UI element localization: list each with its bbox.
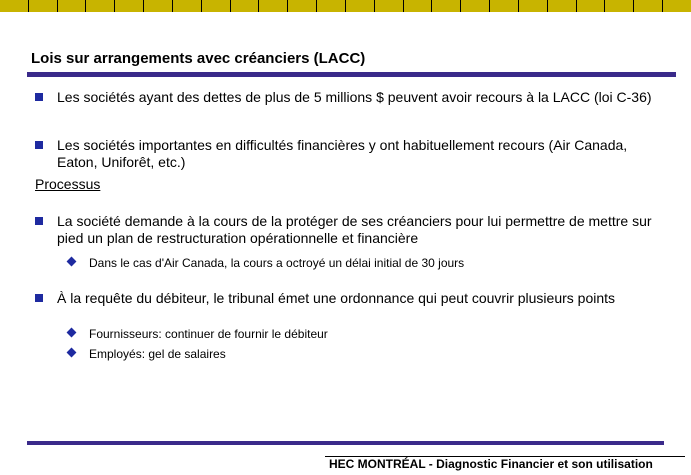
band-cell [461,0,490,12]
band-cell [663,0,691,12]
sub-bullet-text: Dans le cas d'Air Canada, la cours a octroyé un délai initial de 30 jours [89,256,465,270]
bullet-text: Les sociétés ayant des dettes de plus de 5 millions $ peuvent avoir recours à la LACC (loi C-36) [57,89,652,105]
band-cell [0,0,29,12]
band-cell [58,0,87,12]
band-cell [548,0,577,12]
diamond-bullet-icon [67,348,77,358]
band-cell [202,0,231,12]
band-cell [634,0,663,12]
band-cell [144,0,173,12]
band-cell [490,0,519,12]
diamond-bullet-icon [67,257,77,267]
band-cell [288,0,317,12]
sub-bullet-text: Employés: gel de salaires [89,347,226,361]
band-cell [432,0,461,12]
band-cell [115,0,144,12]
sub-bullet-item [68,255,668,271]
square-bullet-icon [35,93,43,101]
sub-bullet-text: Fournisseurs: continuer de fournir le débiteur [89,327,328,341]
bullet-item [35,137,665,171]
footer-text: HEC MONTRÉAL - Diagnostic Financier et son utilisation [329,457,653,471]
bullet-item [35,213,665,247]
band-cell [605,0,634,12]
bullet-text: Les sociétés importantes en difficultés financières y ont habituellement recours (Air Canada, Eaton, Uniforêt, etc.) [57,137,628,170]
section-heading: Processus [35,176,101,192]
bullet-item [35,89,665,106]
band-cell [519,0,548,12]
band-cell [577,0,606,12]
bullet-text: À la requête du débiteur, le tribunal émet une ordonnance qui peut couvrir plusieurs points [57,290,616,306]
bottom-divider [27,441,664,445]
slide-title: Lois sur arrangements avec créanciers (LACC) [31,50,366,67]
top-decorative-band [0,0,691,12]
sub-bullet-item [68,326,668,342]
bullet-text: La société demande à la cours de la protéger de ses créanciers pour lui permettre de mettre sur pied un plan de restructuration opérationnelle et financière [57,213,652,246]
band-cell [404,0,433,12]
bullet-item [35,290,665,307]
square-bullet-icon [35,217,43,225]
sub-bullet-item [68,346,668,362]
band-cell [231,0,260,12]
square-bullet-icon [35,141,43,149]
band-cell [375,0,404,12]
band-cell [173,0,202,12]
band-cell [346,0,375,12]
diamond-bullet-icon [67,328,77,338]
band-cell [86,0,115,12]
band-cell [29,0,58,12]
square-bullet-icon [35,294,43,302]
title-divider [27,72,676,77]
band-cell [317,0,346,12]
band-cell [259,0,288,12]
